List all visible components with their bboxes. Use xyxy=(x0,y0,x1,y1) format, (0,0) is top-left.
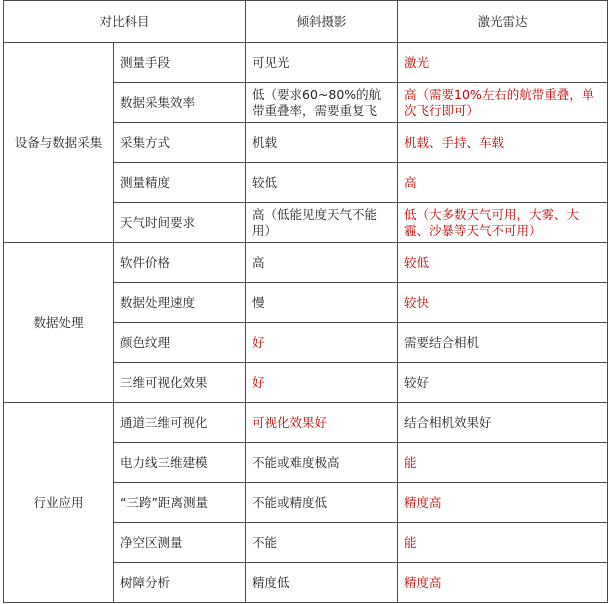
oblique-cell: 慢 xyxy=(246,283,398,323)
lidar-cell: 高 xyxy=(398,163,608,203)
oblique-cell: 不能 xyxy=(246,523,398,563)
item-cell: 电力线三维建模 xyxy=(114,443,246,483)
item-cell: 数据采集效率 xyxy=(114,83,246,123)
comparison-table xyxy=(3,0,608,603)
oblique-cell: 不能或精度低 xyxy=(246,483,398,523)
oblique-cell: 机载 xyxy=(246,123,398,163)
item-cell: 净空区测量 xyxy=(114,523,246,563)
lidar-cell: 高（需要10%左右的航带重叠，单次飞行即可） xyxy=(398,83,608,123)
header-subject: 对比科目 xyxy=(4,1,246,43)
item-cell: 软件价格 xyxy=(114,243,246,283)
item-cell: 颜色纹理 xyxy=(114,323,246,363)
item-cell: 树障分析 xyxy=(114,563,246,603)
oblique-cell: 可见光 xyxy=(246,43,398,83)
lidar-cell: 需要结合相机 xyxy=(398,323,608,363)
item-cell: 测量精度 xyxy=(114,163,246,203)
category-cell: 设备与数据采集 xyxy=(4,43,114,243)
header-lidar: 激光雷达 xyxy=(398,1,608,43)
item-cell: 测量手段 xyxy=(114,43,246,83)
oblique-cell: 高 xyxy=(246,243,398,283)
lidar-cell: 结合相机效果好 xyxy=(398,403,608,443)
lidar-cell: 较快 xyxy=(398,283,608,323)
table-row xyxy=(4,403,608,443)
lidar-cell: 能 xyxy=(398,523,608,563)
oblique-cell: 好 xyxy=(246,363,398,403)
item-cell: 采集方式 xyxy=(114,123,246,163)
table-row xyxy=(4,43,608,83)
oblique-cell: 不能或难度极高 xyxy=(246,443,398,483)
lidar-cell: 能 xyxy=(398,443,608,483)
oblique-cell: 较低 xyxy=(246,163,398,203)
item-cell: “三跨”距离测量 xyxy=(114,483,246,523)
lidar-cell: 激光 xyxy=(398,43,608,83)
item-cell: 三维可视化效果 xyxy=(114,363,246,403)
item-cell: 通道三维可视化 xyxy=(114,403,246,443)
oblique-cell: 好 xyxy=(246,323,398,363)
header-row xyxy=(4,1,608,43)
oblique-cell: 精度低 xyxy=(246,563,398,603)
oblique-cell: 低（要求60~80%的航带重叠率，需要重复飞 xyxy=(246,83,398,123)
lidar-cell: 机载、手持、车载 xyxy=(398,123,608,163)
item-cell: 数据处理速度 xyxy=(114,283,246,323)
lidar-cell: 较好 xyxy=(398,363,608,403)
lidar-cell: 低（大多数天气可用，大雾、大霾、沙暴等天气不可用） xyxy=(398,203,608,243)
lidar-cell: 精度高 xyxy=(398,483,608,523)
category-cell: 行业应用 xyxy=(4,403,114,603)
header-oblique-photography: 倾斜摄影 xyxy=(246,1,398,43)
table-row xyxy=(4,243,608,283)
item-cell: 天气时间要求 xyxy=(114,203,246,243)
lidar-cell: 较低 xyxy=(398,243,608,283)
oblique-cell: 高（低能见度天气不能用） xyxy=(246,203,398,243)
oblique-cell: 可视化效果好 xyxy=(246,403,398,443)
lidar-cell: 精度高 xyxy=(398,563,608,603)
category-cell: 数据处理 xyxy=(4,243,114,403)
